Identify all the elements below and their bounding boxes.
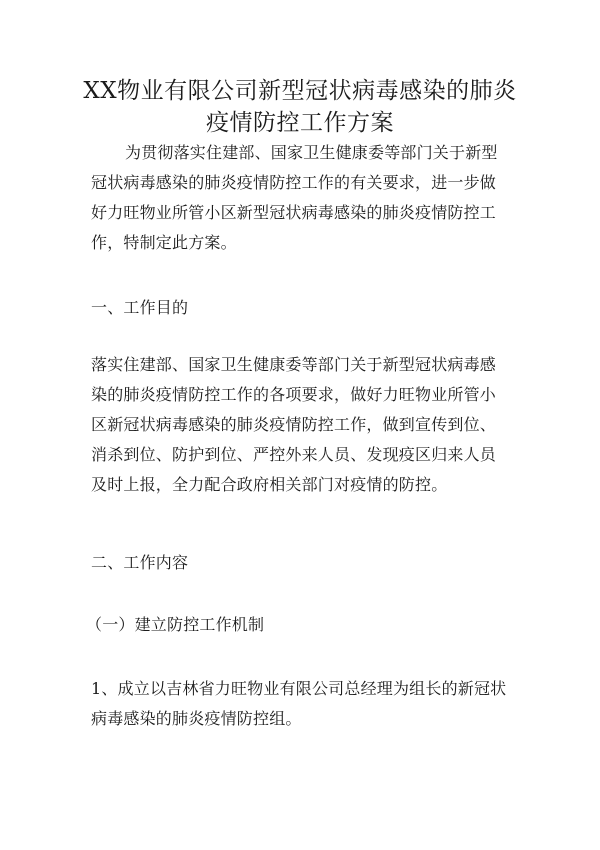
item-1-paragraph: 1、成立以吉林省力旺物业有限公司总经理为组长的新冠状病毒感染的肺炎疫情防控组。 [91,679,507,728]
section-2-heading: 二、工作内容 [91,553,189,572]
section-1-heading: 一、工作目的 [91,298,189,317]
document-title-line-2: 疫情防控工作方案 [206,110,394,136]
section-1-body: 落实住建部、国家卫生健康委等部门关于新型冠状病毒感染的肺炎疫情防控工作的各项要求，做好力旺物业所管小区新冠状病毒感染的肺炎疫情防控工作，做到宣传到位、消杀到位、防护到位、严控外来人员、发现疫区归来人员及时上报，全力配合政府相关部门对疫情的防控。 [91,355,497,494]
subsection-1-heading: （一）建立防控工作机制 [86,615,265,634]
document-title-line-1: XX物业有限公司新型冠状病毒感染的肺炎 [83,78,517,104]
intro-paragraph: 为贯彻落实住建部、国家卫生健康委等部门关于新型冠状病毒感染的肺炎疫情防控工作的有关要求，进一步做好力旺物业所管小区新型冠状病毒感染的肺炎疫情防控工作，特制定此方案。 [91,143,498,252]
